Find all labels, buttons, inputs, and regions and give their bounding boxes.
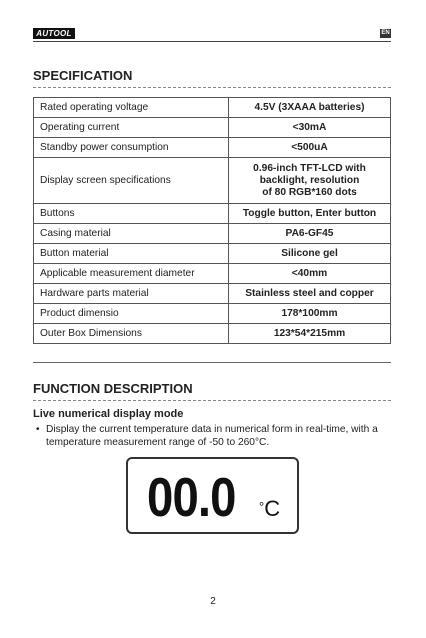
table-row (34, 158, 391, 204)
spec-label: Rated operating voltage (34, 98, 229, 118)
function-description-title: FUNCTION DESCRIPTION (33, 381, 193, 396)
spec-value: <500uA (229, 138, 391, 158)
spec-label: Casing material (34, 224, 229, 244)
spec-label: Button material (34, 244, 229, 264)
spec-label: Standby power consumption (34, 138, 229, 158)
table-row (34, 118, 391, 138)
table-row (34, 304, 391, 324)
header-divider (33, 41, 391, 42)
table-row (34, 98, 391, 118)
spec-value: 178*100mm (229, 304, 391, 324)
mode-subtitle: Live numerical display mode (33, 408, 184, 420)
spec-value: PA6-GF45 (229, 224, 391, 244)
section-divider (33, 362, 391, 363)
temperature-reading: 00.0 (147, 466, 236, 528)
spec-label: Outer Box Dimensions (34, 324, 229, 344)
table-row (34, 324, 391, 344)
table-row (34, 224, 391, 244)
spec-label: Display screen specifications (34, 158, 229, 204)
spec-label: Hardware parts material (34, 284, 229, 304)
language-badge: EN (381, 30, 390, 36)
spec-label: Operating current (34, 118, 229, 138)
table-row (34, 244, 391, 264)
table-row (34, 284, 391, 304)
degree-symbol: ° (259, 499, 265, 514)
specification-title: SPECIFICATION (33, 68, 133, 83)
spec-value: 123*54*215mm (229, 324, 391, 344)
specification-table (33, 97, 391, 344)
mode-description: Display the current temperature data in numerical form in real-time, with a temperature measurement range of -50 to 260°C. (46, 424, 378, 448)
function-dashed-divider (33, 400, 391, 401)
spec-value: Toggle button, Enter button (229, 204, 391, 224)
autool-logo: AUTOOL (33, 28, 75, 39)
spec-value: Silicone gel (229, 244, 391, 264)
table-row (34, 264, 391, 284)
spec-value: 4.5V (3XAAA batteries) (229, 98, 391, 118)
spec-value: 0.96-inch TFT-LCD with backlight, resolution of 80 RGB*160 dots (229, 158, 391, 204)
spec-value: <40mm (229, 264, 391, 284)
table-row (34, 204, 391, 224)
spec-value: Stainless steel and copper (229, 284, 391, 304)
temperature-unit (259, 497, 280, 521)
specification-dashed-divider (33, 87, 391, 88)
spec-label: Product dimensio (34, 304, 229, 324)
spec-label: Applicable measurement diameter (34, 264, 229, 284)
table-row (34, 138, 391, 158)
celsius-unit: C (264, 496, 281, 521)
bullet-icon: • (36, 424, 40, 435)
spec-label: Buttons (34, 204, 229, 224)
page-number: 2 (210, 596, 216, 607)
spec-value: <30mA (229, 118, 391, 138)
